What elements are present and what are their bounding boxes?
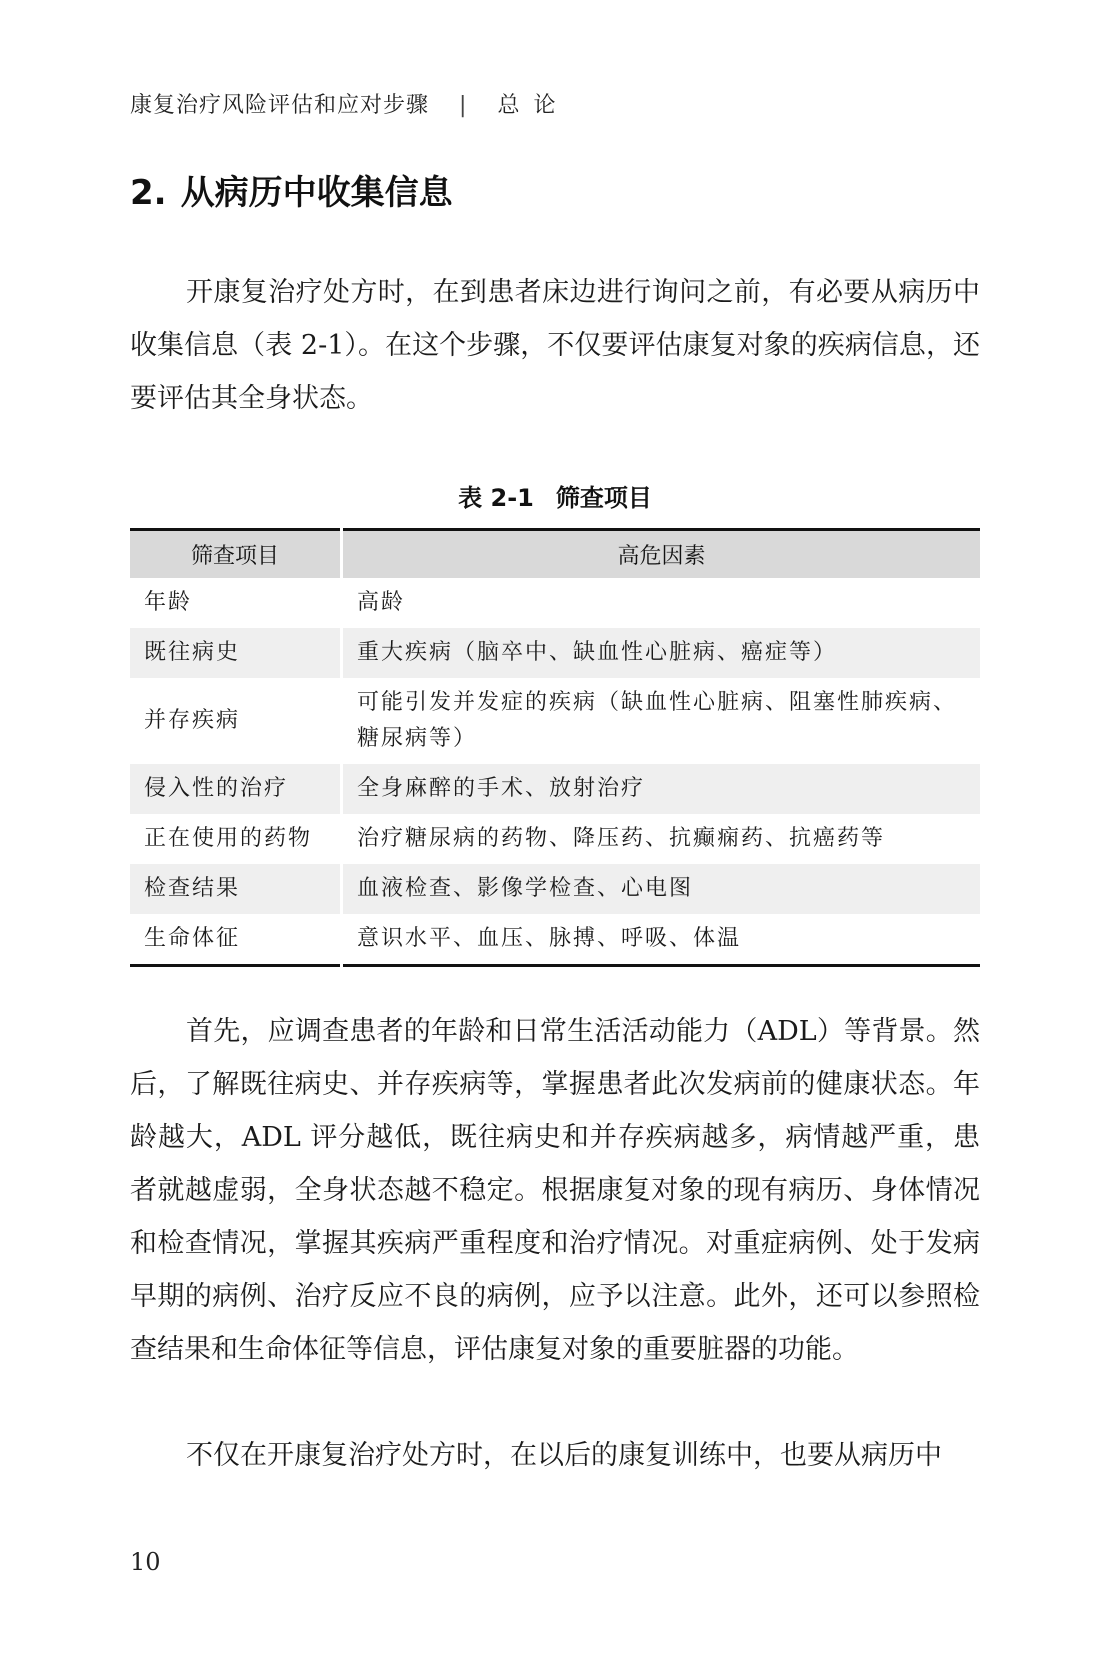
header-risk-factor: 高危因素	[342, 530, 981, 579]
screening-table	[130, 528, 980, 967]
section-heading	[130, 165, 453, 214]
section-number: 2.	[130, 173, 167, 213]
book-title: 康复治疗风险评估和应对步骤	[130, 93, 430, 118]
table-caption-title: 筛查项目	[555, 484, 652, 512]
row-risk: 高龄	[357, 590, 406, 615]
table-row	[130, 814, 980, 864]
table-row	[130, 678, 980, 764]
section-title: 从病历中收集信息	[180, 173, 453, 213]
row-risk: 血液检查、影像学检查、心电图	[342, 864, 981, 914]
row-item: 侵入性的治疗	[130, 764, 342, 814]
row-item: 并存疾病	[130, 678, 342, 764]
row-item: 年龄	[130, 578, 342, 628]
row-risk: 全身麻醉的手术、放射治疗	[342, 764, 981, 814]
running-head	[130, 88, 569, 119]
detail-paragraph: 首先，应调查患者的年龄和日常生活活动能力（ADL）等背景。然后，了解既往病史、并存疾病等，掌握患者此次发病前的健康状态。年龄越大，ADL 评分越低，既往病史和并存疾病越多，病情越严重，患者就越虚弱，全身状态越不稳定。根据康复对象的现有病历、身体情况和检查情况，掌握其疾病严重程度和治疗情况。对重症病例、处于发病早期的病例、治疗反应不良的病例，应予以注意。此外，还可以参照检查结果和生命体征等信息，评估康复对象的重要脏器的功能。	[130, 1016, 980, 1365]
row-risk: 重大疾病（脑卒中、缺血性心脏病、癌症等）	[342, 628, 981, 678]
table-row	[130, 864, 980, 914]
intro-paragraph: 开康复治疗处方时，在到患者床边进行询问之前，有必要从病历中收集信息（表 2-1）。在这个步骤，不仅要评估康复对象的疾病信息，还要评估其全身状态。	[130, 277, 980, 414]
running-head-separator: |	[459, 93, 468, 118]
row-risk: 治疗糖尿病的药物、降压药、抗癫痫药、抗癌药等	[357, 826, 886, 851]
table-row	[130, 914, 980, 966]
row-risk: 可能引发并发症的疾病（缺血性心脏病、阻塞性肺疾病、糖尿病等）	[357, 690, 958, 751]
header-screening-item: 筛查项目	[130, 530, 342, 579]
row-risk: 意识水平、血压、脉搏、呼吸、体温	[357, 926, 742, 951]
row-item: 生命体征	[130, 914, 342, 966]
continuation-paragraph: 不仅在开康复治疗处方时，在以后的康复训练中，也要从病历中	[186, 1440, 942, 1471]
table-row	[130, 764, 980, 814]
row-item: 正在使用的药物	[130, 814, 342, 864]
part-title: 总论	[497, 93, 570, 118]
row-item: 既往病史	[130, 628, 342, 678]
table-caption	[130, 478, 980, 513]
table-row	[130, 578, 980, 628]
table-row	[130, 628, 980, 678]
table-header-row	[130, 530, 980, 579]
row-item: 检查结果	[130, 864, 342, 914]
page-number: 10	[130, 1548, 161, 1576]
table-caption-label: 表 2-1	[458, 484, 534, 512]
